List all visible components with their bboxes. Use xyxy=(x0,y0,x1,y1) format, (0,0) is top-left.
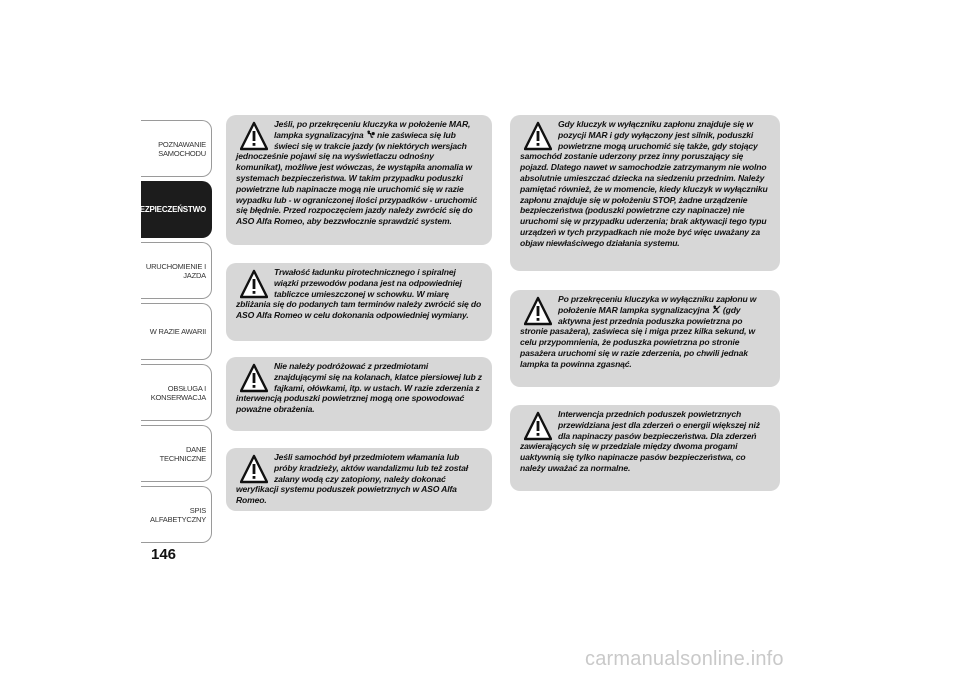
warning-text: (gdy aktywna jest przednia poduszka powietrzna po stronie pasażera), zaświeca się i miga przez kilka sekund, w celu przypomnienia, że poduszka powietrzna po stronie pasażera uruchomi się w razie zderzenia, po chwili jednak lampka ta powinna zgasnąć. xyxy=(520,304,756,369)
passenger-airbag-off-icon xyxy=(712,305,721,314)
warning-text: Nie należy podróżować z przedmiotami znajdującymi się na kolanach, klatce piersiowej lub z fajkami, ołówkami, itp. w ustach. W razie zderzenia z interwencją poduszki powietrznej mogą one spowodować poważne obrażenia. xyxy=(236,361,482,415)
warning-box xyxy=(226,115,492,245)
warning-triangle-icon xyxy=(240,121,268,151)
watermark: carmanualsonline.info xyxy=(585,648,784,670)
warning-triangle-icon xyxy=(524,411,552,441)
warning-box xyxy=(226,448,492,511)
tab-label: BEZPIECZEŃSTWO xyxy=(134,205,206,214)
warning-text: Trwałość ładunku pirotechnicznego i spiralnej wiązki przewodów podana jest na odpowiedniej tabliczce umieszczonej w schowku. W miarę zbliżania się do podanych tam terminów należy zwrócić się do ASO Alfa Romeo w celu dokonania odpowiedniej wymiany. xyxy=(236,267,482,321)
warning-text: Po przekręceniu kluczyka w wyłączniku zapłonu w położenie MAR lampka sygnalizacyjna xyxy=(558,294,757,315)
warning-triangle-icon xyxy=(240,363,268,393)
warning-box xyxy=(226,357,492,431)
tab-label: W RAZIE AWARII xyxy=(149,327,206,336)
tab-label: SPIS ALFABETYCZNY xyxy=(150,505,206,524)
airbag-icon xyxy=(366,130,375,139)
tab-obsluga-i-konserwacja[interactable] xyxy=(141,364,212,421)
warning-triangle-icon xyxy=(524,121,552,151)
tab-label: POZNAWANIE SAMOCHODU xyxy=(158,139,206,158)
warning-box xyxy=(510,405,780,491)
tab-label: URUCHOMIENIE I JAZDA xyxy=(145,261,206,280)
warning-triangle-icon xyxy=(524,296,552,326)
tab-dane-techniczne[interactable] xyxy=(141,425,212,482)
warning-text: nie zaświeca się lub świeci się w trakcie jazdy (w niektórych wersjach jednocześnie pojawi się na wyświetlaczu odnośny komunikat), możliwe jest wówczas, że wystąpiła anomalia w systemach bezpieczeństwa. W takim przypadku poduszki powietrzne lub napinacze mogą nie uruchomić się w razie wypadku lub - w ograniczonej ilości przypadków - uruchomić się błędnie. Przed rozpoczęciem jazdy należy zwrócić się do ASO Alfa Romeo, aby bezzwłocznie sprawdzić system. xyxy=(236,129,478,227)
warning-text: Jeśli, po przekręceniu kluczyka w położenie MAR, lampka sygnalizacyjna xyxy=(274,119,471,140)
tab-label: OBSŁUGA I KONSERWACJA xyxy=(150,383,206,402)
page-number: 146 xyxy=(151,546,177,563)
warning-box xyxy=(510,290,780,387)
warning-triangle-icon xyxy=(240,454,268,484)
tab-label: DANE TECHNICZNE xyxy=(159,444,206,463)
tab-w-razie-awarii[interactable] xyxy=(141,303,212,360)
tab-poznawanie-samochodu[interactable] xyxy=(141,120,212,177)
warning-box xyxy=(510,115,780,271)
warning-box xyxy=(226,263,492,341)
tab-bezpieczenstwo[interactable] xyxy=(134,181,212,238)
warning-triangle-icon xyxy=(240,269,268,299)
tab-uruchomienie-i-jazda[interactable] xyxy=(141,242,212,299)
warning-text: Gdy kluczyk w wyłączniku zapłonu znajduje się w pozycji MAR i gdy wyłączony jest silnik, poduszki powietrzne mogą uruchomić się także, gdy stojący samochód zostanie uderzony przez inny poruszający się pojazd. Dlatego nawet w samochodzie zatrzymanym nie wolno absolutnie umieszczać dziecka na siedzeniu przednim. Należy pamiętać również, że w momencie, kiedy kluczyk w wyłączniku zapłonu znajduje się w położeniu STOP, żadne urządzenie bezpieczeństwa (poduszki powietrzne czy napinacze) nie uruchomi się w przypadku uderzenia; brak aktywacji tego typu urządzeń w tych przypadkach nie może być więc uważany za objaw niewłaściwego działania systemu. xyxy=(520,119,768,248)
warning-text: Interwencja przednich poduszek powietrznych przewidziana jest dla zderzeń o energii większej niż dla napinaczy pasów bezpieczeństwa. Dla zderzeń zawierających się w przedziale między dwoma progami uaktywnią się tylko napinacze pasów bezpieczeństwa, co należy uważać za normalne. xyxy=(520,409,760,473)
warning-text: Jeśli samochód był przedmiotem włamania lub próby kradzieży, aktów wandalizmu lub też został zalany wodą czy zatopiony, należy dokonać weryfikacji systemu poduszek powietrznych w ASO Alfa Romeo. xyxy=(236,452,468,506)
tab-spis-alfabetyczny[interactable] xyxy=(141,486,212,543)
